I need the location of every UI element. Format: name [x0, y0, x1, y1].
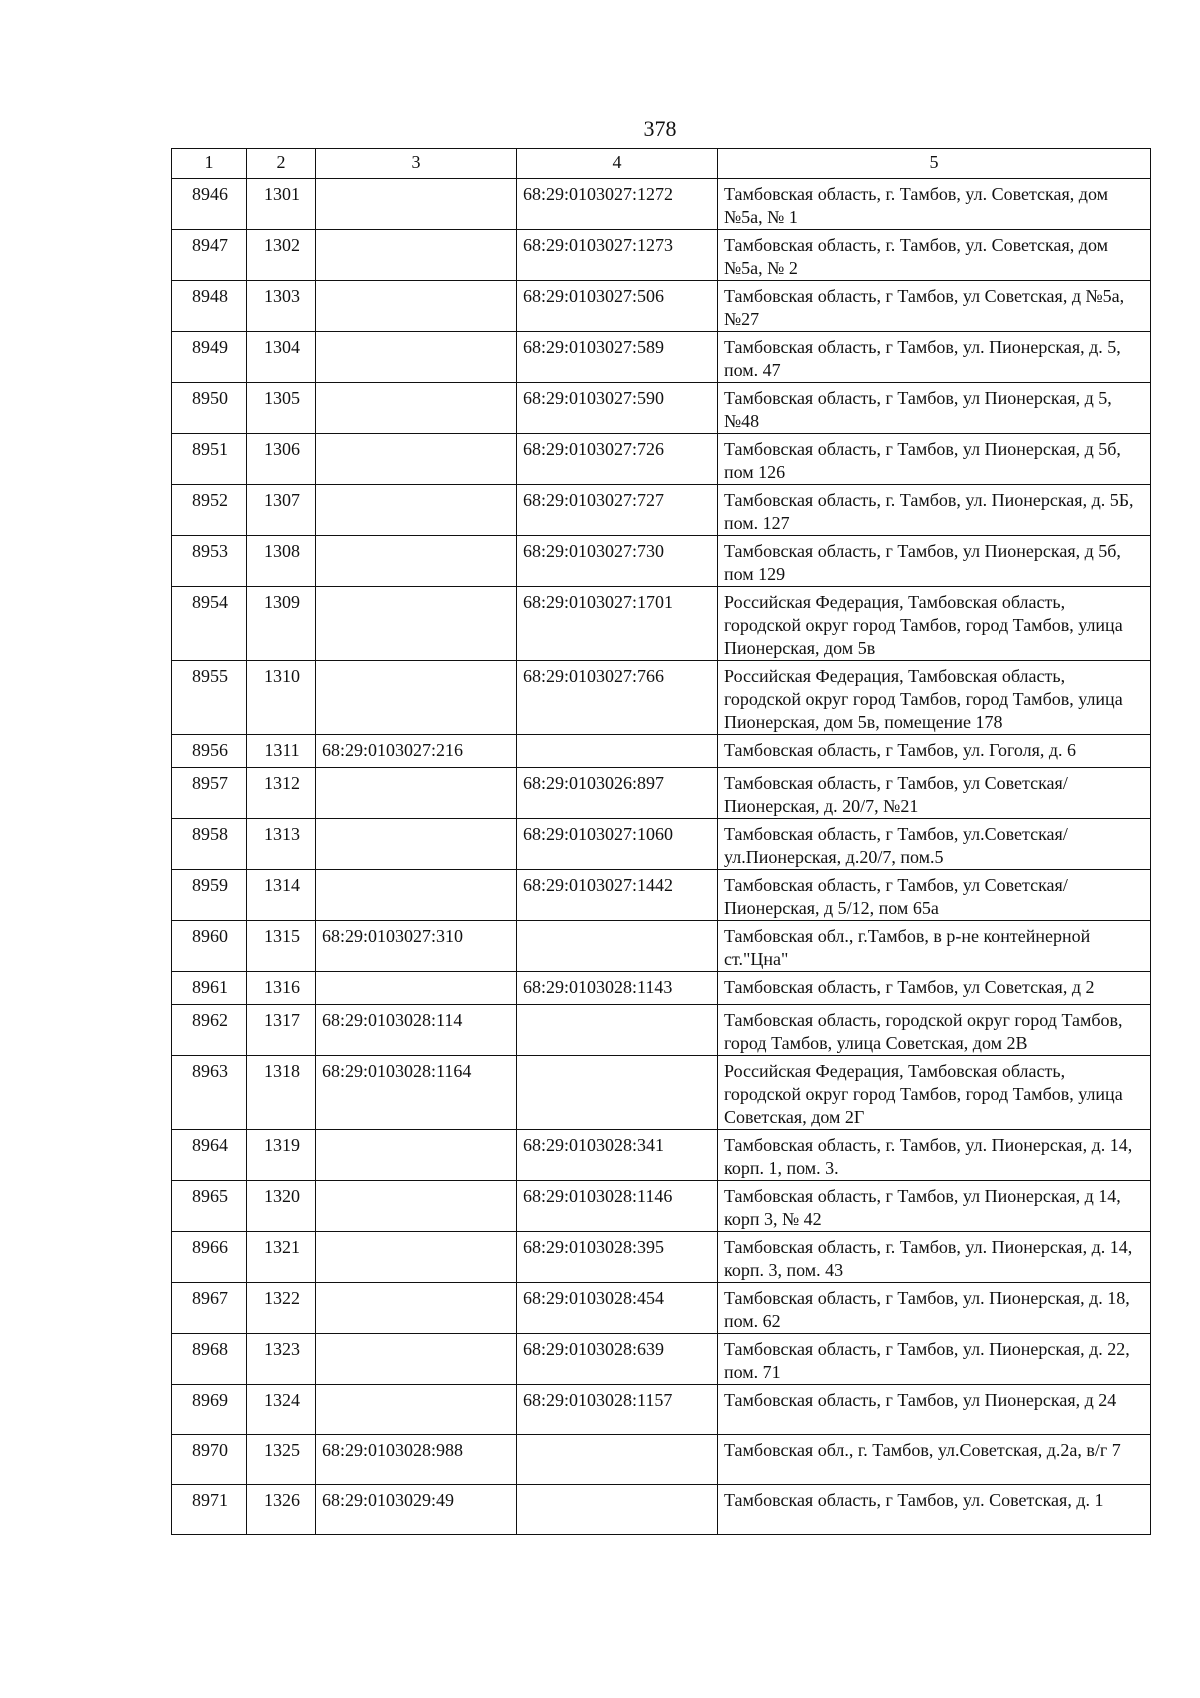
object-cadastral-number-cell: 68:29:0103028:341: [517, 1130, 718, 1181]
object-cadastral-number-cell: [517, 921, 718, 972]
land-cadastral-number-cell: 68:29:0103027:310: [316, 921, 517, 972]
registry-number-cell: 8946: [172, 179, 247, 230]
land-cadastral-number-cell: 68:29:0103028:988: [316, 1435, 517, 1485]
object-cadastral-number-cell: 68:29:0103026:897: [517, 768, 718, 819]
address-cell: Тамбовская область, г Тамбов, ул Пионерская, д 24: [718, 1385, 1151, 1435]
table-row: [172, 1485, 1151, 1535]
land-cadastral-number-cell: [316, 230, 517, 281]
item-number-cell: 1306: [247, 434, 316, 485]
table-row: [172, 536, 1151, 587]
land-cadastral-number-cell: [316, 972, 517, 1005]
registry-number-cell: 8953: [172, 536, 247, 587]
table-row: [172, 661, 1151, 735]
land-cadastral-number-cell: [316, 332, 517, 383]
item-number-cell: 1309: [247, 587, 316, 661]
address-cell: Тамбовская область, г. Тамбов, ул. Пионерская, д. 14, корп. 3, пом. 43: [718, 1232, 1151, 1283]
object-cadastral-number-cell: [517, 1005, 718, 1056]
item-number-cell: 1303: [247, 281, 316, 332]
address-cell: Тамбовская область, г Тамбов, ул. Пионерская, д. 5, пом. 47: [718, 332, 1151, 383]
item-number-cell: 1308: [247, 536, 316, 587]
land-cadastral-number-cell: [316, 1334, 517, 1385]
land-cadastral-number-cell: [316, 281, 517, 332]
land-cadastral-number-cell: [316, 870, 517, 921]
object-cadastral-number-cell: 68:29:0103028:1143: [517, 972, 718, 1005]
address-cell: Тамбовская область, городской округ город Тамбов, город Тамбов, улица Советская, дом 2В: [718, 1005, 1151, 1056]
land-cadastral-number-cell: [316, 1283, 517, 1334]
table-row: [172, 1334, 1151, 1385]
land-cadastral-number-cell: [316, 819, 517, 870]
address-cell: Тамбовская область, г. Тамбов, ул. Пионерская, д. 14, корп. 1, пом. 3.: [718, 1130, 1151, 1181]
item-number-cell: 1302: [247, 230, 316, 281]
table-row: [172, 1181, 1151, 1232]
item-number-cell: 1317: [247, 1005, 316, 1056]
item-number-cell: 1310: [247, 661, 316, 735]
item-number-cell: 1313: [247, 819, 316, 870]
registry-number-cell: 8965: [172, 1181, 247, 1232]
registry-number-cell: 8967: [172, 1283, 247, 1334]
address-cell: Тамбовская область, г Тамбов, ул Пионерская, д 5б, пом 129: [718, 536, 1151, 587]
object-cadastral-number-cell: 68:29:0103027:1060: [517, 819, 718, 870]
table-row: [172, 1232, 1151, 1283]
address-cell: Тамбовская область, г Тамбов, ул Советская, д 2: [718, 972, 1151, 1005]
item-number-cell: 1301: [247, 179, 316, 230]
registry-table: [171, 148, 1151, 1535]
table-row: [172, 1056, 1151, 1130]
land-cadastral-number-cell: [316, 1232, 517, 1283]
address-cell: Тамбовская область, г. Тамбов, ул. Советская, дом №5а, № 1: [718, 179, 1151, 230]
object-cadastral-number-cell: 68:29:0103027:1272: [517, 179, 718, 230]
object-cadastral-number-cell: [517, 1056, 718, 1130]
address-cell: Тамбовская область, г Тамбов, ул Пионерская, д 5, №48: [718, 383, 1151, 434]
item-number-cell: 1316: [247, 972, 316, 1005]
object-cadastral-number-cell: 68:29:0103027:726: [517, 434, 718, 485]
item-number-cell: 1315: [247, 921, 316, 972]
land-cadastral-number-cell: [316, 1130, 517, 1181]
table-row: [172, 921, 1151, 972]
item-number-cell: 1324: [247, 1385, 316, 1435]
address-cell: Тамбовская область, г Тамбов, ул Пионерская, д 14, корп 3, № 42: [718, 1181, 1151, 1232]
item-number-cell: 1326: [247, 1485, 316, 1535]
land-cadastral-number-cell: [316, 1385, 517, 1435]
address-cell: Тамбовская область, г Тамбов, ул. Советская, д. 1: [718, 1485, 1151, 1535]
registry-number-cell: 8958: [172, 819, 247, 870]
table-row: [172, 819, 1151, 870]
address-cell: Тамбовская область, г Тамбов, ул Советская/Пионерская, д. 20/7, №21: [718, 768, 1151, 819]
table-row: [172, 1385, 1151, 1435]
land-cadastral-number-cell: [316, 768, 517, 819]
object-cadastral-number-cell: 68:29:0103028:454: [517, 1283, 718, 1334]
item-number-cell: 1321: [247, 1232, 316, 1283]
land-cadastral-number-cell: 68:29:0103028:1164: [316, 1056, 517, 1130]
table-row: [172, 1435, 1151, 1485]
object-cadastral-number-cell: 68:29:0103027:730: [517, 536, 718, 587]
item-number-cell: 1325: [247, 1435, 316, 1485]
object-cadastral-number-cell: 68:29:0103027:1273: [517, 230, 718, 281]
object-cadastral-number-cell: [517, 1435, 718, 1485]
table-row: [172, 1005, 1151, 1056]
address-cell: Российская Федерация, Тамбовская область, городской округ город Тамбов, город Тамбов, улица Советская, дом 2Г: [718, 1056, 1151, 1130]
registry-number-cell: 8955: [172, 661, 247, 735]
column-header-5: 5: [718, 149, 1151, 179]
column-header-1: 1: [172, 149, 247, 179]
item-number-cell: 1314: [247, 870, 316, 921]
object-cadastral-number-cell: 68:29:0103027:766: [517, 661, 718, 735]
land-cadastral-number-cell: 68:29:0103028:114: [316, 1005, 517, 1056]
registry-number-cell: 8956: [172, 735, 247, 768]
table-header: [172, 149, 1151, 179]
registry-number-cell: 8964: [172, 1130, 247, 1181]
table-row: [172, 972, 1151, 1005]
object-cadastral-number-cell: 68:29:0103027:590: [517, 383, 718, 434]
registry-number-cell: 8947: [172, 230, 247, 281]
address-cell: Тамбовская область, г Тамбов, ул. Пионерская, д. 22, пом. 71: [718, 1334, 1151, 1385]
object-cadastral-number-cell: [517, 1485, 718, 1535]
registry-number-cell: 8951: [172, 434, 247, 485]
table-row: [172, 1130, 1151, 1181]
registry-number-cell: 8968: [172, 1334, 247, 1385]
address-cell: Тамбовская область, г Тамбов, ул Советская/Пионерская, д 5/12, пом 65а: [718, 870, 1151, 921]
item-number-cell: 1305: [247, 383, 316, 434]
table-row: [172, 434, 1151, 485]
registry-number-cell: 8950: [172, 383, 247, 434]
address-cell: Тамбовская область, г Тамбов, ул Советская, д №5а, №27: [718, 281, 1151, 332]
object-cadastral-number-cell: 68:29:0103027:1701: [517, 587, 718, 661]
column-header-3: 3: [316, 149, 517, 179]
registry-number-cell: 8954: [172, 587, 247, 661]
address-cell: Тамбовская область, г Тамбов, ул. Пионерская, д. 18, пом. 62: [718, 1283, 1151, 1334]
item-number-cell: 1319: [247, 1130, 316, 1181]
object-cadastral-number-cell: 68:29:0103027:1442: [517, 870, 718, 921]
table-row: [172, 870, 1151, 921]
column-header-4: 4: [517, 149, 718, 179]
address-cell: Тамбовская область, г Тамбов, ул. Гоголя, д. 6: [718, 735, 1151, 768]
item-number-cell: 1311: [247, 735, 316, 768]
registry-number-cell: 8962: [172, 1005, 247, 1056]
item-number-cell: 1322: [247, 1283, 316, 1334]
registry-number-cell: 8952: [172, 485, 247, 536]
land-cadastral-number-cell: [316, 179, 517, 230]
registry-number-cell: 8963: [172, 1056, 247, 1130]
table-row: [172, 383, 1151, 434]
registry-number-cell: 8957: [172, 768, 247, 819]
page-number: 378: [643, 116, 677, 141]
object-cadastral-number-cell: 68:29:0103028:1157: [517, 1385, 718, 1435]
land-cadastral-number-cell: [316, 1181, 517, 1232]
land-cadastral-number-cell: [316, 536, 517, 587]
address-cell: Тамбовская обл., г.Тамбов, в р-не контейнерной ст."Цна": [718, 921, 1151, 972]
table-row: [172, 735, 1151, 768]
item-number-cell: 1304: [247, 332, 316, 383]
table-row: [172, 230, 1151, 281]
registry-number-cell: 8960: [172, 921, 247, 972]
item-number-cell: 1318: [247, 1056, 316, 1130]
land-cadastral-number-cell: [316, 661, 517, 735]
table-row: [172, 485, 1151, 536]
registry-number-cell: 8961: [172, 972, 247, 1005]
column-header-2: 2: [247, 149, 316, 179]
item-number-cell: 1312: [247, 768, 316, 819]
land-cadastral-number-cell: [316, 434, 517, 485]
land-cadastral-number-cell: 68:29:0103027:216: [316, 735, 517, 768]
land-cadastral-number-cell: [316, 383, 517, 434]
header-row: [172, 149, 1151, 179]
table-row: [172, 179, 1151, 230]
address-cell: Тамбовская область, г Тамбов, ул.Советская/ул.Пионерская, д.20/7, пом.5: [718, 819, 1151, 870]
object-cadastral-number-cell: [517, 735, 718, 768]
object-cadastral-number-cell: 68:29:0103027:506: [517, 281, 718, 332]
registry-number-cell: 8959: [172, 870, 247, 921]
land-cadastral-number-cell: [316, 587, 517, 661]
object-cadastral-number-cell: 68:29:0103027:589: [517, 332, 718, 383]
item-number-cell: 1323: [247, 1334, 316, 1385]
registry-number-cell: 8948: [172, 281, 247, 332]
table-row: [172, 332, 1151, 383]
table-body: [172, 179, 1151, 1535]
object-cadastral-number-cell: 68:29:0103027:727: [517, 485, 718, 536]
table-row: [172, 1283, 1151, 1334]
address-cell: Российская Федерация, Тамбовская область, городской округ город Тамбов, город Тамбов, улица Пионерская, дом 5в: [718, 587, 1151, 661]
table-row: [172, 587, 1151, 661]
address-cell: Тамбовская область, г. Тамбов, ул. Советская, дом №5а, № 2: [718, 230, 1151, 281]
item-number-cell: 1307: [247, 485, 316, 536]
object-cadastral-number-cell: 68:29:0103028:395: [517, 1232, 718, 1283]
registry-number-cell: 8966: [172, 1232, 247, 1283]
land-cadastral-number-cell: [316, 485, 517, 536]
registry-number-cell: 8949: [172, 332, 247, 383]
registry-number-cell: 8971: [172, 1485, 247, 1535]
registry-number-cell: 8969: [172, 1385, 247, 1435]
item-number-cell: 1320: [247, 1181, 316, 1232]
address-cell: Тамбовская область, г Тамбов, ул Пионерская, д 5б, пом 126: [718, 434, 1151, 485]
object-cadastral-number-cell: 68:29:0103028:1146: [517, 1181, 718, 1232]
address-cell: Российская Федерация, Тамбовская область, городской округ город Тамбов, город Тамбов, улица Пионерская, дом 5в, помещение 178: [718, 661, 1151, 735]
address-cell: Тамбовская область, г. Тамбов, ул. Пионерская, д. 5Б, пом. 127: [718, 485, 1151, 536]
table-row: [172, 768, 1151, 819]
table-row: [172, 281, 1151, 332]
land-cadastral-number-cell: 68:29:0103029:49: [316, 1485, 517, 1535]
address-cell: Тамбовская обл., г. Тамбов, ул.Советская, д.2а, в/г 7: [718, 1435, 1151, 1485]
registry-number-cell: 8970: [172, 1435, 247, 1485]
object-cadastral-number-cell: 68:29:0103028:639: [517, 1334, 718, 1385]
